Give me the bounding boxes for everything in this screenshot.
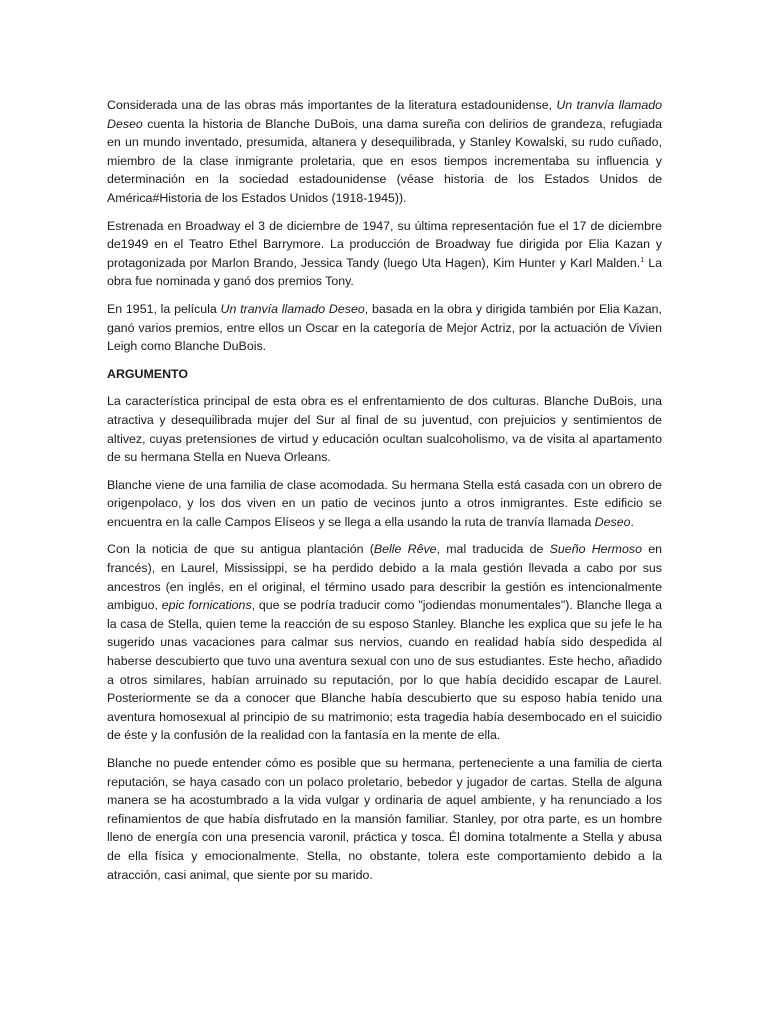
italic-term: Belle Rêve xyxy=(373,542,437,557)
paragraph-plot-4: Blanche no puede entender cómo es posible que su hermana, perteneciente a una familia de cierta reputación, se haya casado con un polaco proletario, bebedor y jugador de cartas. Stella de alguna manera se ha acostumbrado a la vida vulgar y ordinaria de aquel ambiente, y ha renunciado a los refinamientos de que había disfrutado en la mansión familiar. Stanley, por otra parte, es un hombre lleno de energía con una presencia varonil, práctica y tosca. Él domina totalmente a Stella y abusa de ella física y emocionalmente. Stella, no obstante, tolera este comportamiento debido a la atracción, casi animal, que siente por su marido. xyxy=(107,756,662,882)
paragraph-premiere xyxy=(107,217,662,291)
text-run: en francés), en Laurel, Mississippi, se ha perdido debido a la mala gestión llevada a cabo por sus ancestros (en inglés, en el original, el término usado para describir la gestión es intencionalmente ambiguo, xyxy=(107,542,662,613)
title-italic: Un tranvía llamado Deseo xyxy=(220,301,365,316)
paragraph-intro xyxy=(107,96,662,208)
paragraph-film xyxy=(107,300,662,356)
section-heading: ARGUMENTO xyxy=(107,366,188,381)
text-run: Con la noticia de que su antigua plantación ( xyxy=(107,542,374,557)
text-run: Blanche viene de una familia de clase acomodada. Su hermana Stella está casada con un obrero de origenpolaco, y los dos viven en un patio de vecinos junto a otros inmigrantes. Este edificio se encuentra en la calle Campos Elíseos y se llega a ella usando la ruta de tranvía llamada xyxy=(107,477,662,529)
text-run: En 1951, la película xyxy=(107,301,221,316)
document-body xyxy=(107,96,662,893)
text-run: , basada en la obra y dirigida también por Elia Kazan, ganó varios premios, entre ellos un Oscar en la categoría de Mejor Actriz, por la actuación de Vivien Leigh como Blanche DuBois. xyxy=(107,301,662,354)
text-run: Considerada una de las obras más importantes de la literatura estadounidense, xyxy=(107,98,557,112)
paragraph-plot-2 xyxy=(107,476,662,532)
text-run: . xyxy=(630,514,634,529)
text-run: , mal traducida de xyxy=(436,542,550,557)
footnote-marker: 1 xyxy=(640,256,645,264)
paragraph-plot-1: La característica principal de esta obra es el enfrentamiento de dos culturas. Blanche DuBois, una atractiva y desequilibrada mujer del Sur al final de su juventud, con prejuicios y sentimientos de altivez, cuyas pretensiones de virtud y educación ocultan sualcoholismo, va de visita al apartamento de su hermana Stella en Nueva Orleans. xyxy=(107,394,662,465)
paragraph-plot-3 xyxy=(107,540,662,745)
title-italic: Un tranvía llamado Deseo xyxy=(107,98,662,131)
text-run: , que se podría traducir como "jodiendas monumentales"). Blanche llega a la casa de Stella, quien teme la reacción de su esposo Stanley. Blanche les explica que su jefe le ha sugerido unas vacaciones para calmar sus nervios, cuando en realidad había sido despedida al haberse descubierto que tuvo una aventura sexual con uno de sus estudiantes. Este hecho, añadido a otros similares, habían arruinado su reputación, por lo que había decidido escapar de Laurel. Posteriormente se da a conocer que Blanche había descubierto que su esposo había tenido una aventura homosexual al principio de su matrimonio; esta tragedia había desembocado en el suicidio de éste y la confusión de la realidad con la fantasía en la mente de ella. xyxy=(107,598,662,743)
italic-term: Sueño Hermoso xyxy=(549,542,642,557)
text-run: cuenta la historia de Blanche DuBois, una dama sureña con delirios de grandeza, refugiada en un mundo inventado, presumida, altanera y desequilibrada, y Stanley Kowalski, su rudo cuñado, miembro de la clase inmigrante proletaria, que en esos tiempos incrementaba su influencia y determinación en la sociedad estadounidense (véase historia de los Estados Unidos de América#Historia de los Estados Unidos (1918-1945)). xyxy=(107,116,662,205)
text-run: La obra fue nominada y ganó dos premios Tony. xyxy=(107,255,662,289)
italic-term: epic fornications xyxy=(161,598,252,613)
title-italic: Deseo xyxy=(594,514,631,529)
text-run: Estrenada en Broadway el 3 de diciembre de 1947, su última representación fue el 17 de diciembre de1949 en el Teatro Ethel Barrymore. La producción de Broadway fue dirigida por Elia Kazan y protagonizada por Marlon Brando, Jessica Tandy (luego Uta Hagen), Kim Hunter y Karl Malden. xyxy=(107,218,662,270)
